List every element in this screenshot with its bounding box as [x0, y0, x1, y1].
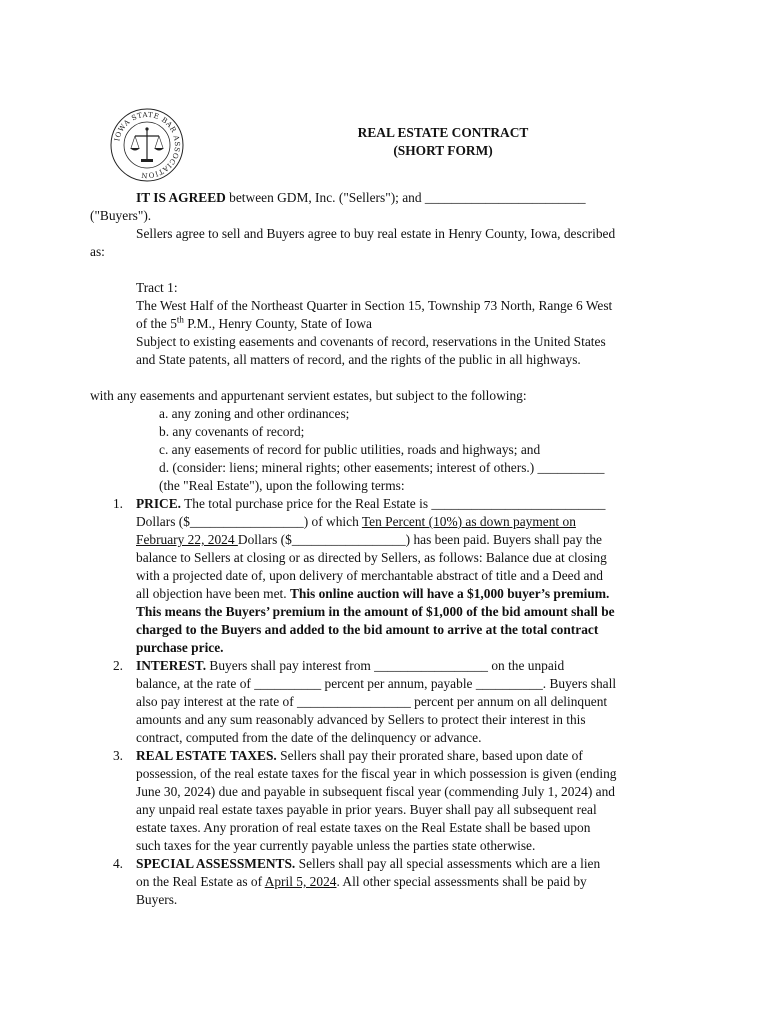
price-text-1: The total purchase price for the Real Estate is __________________________	[181, 496, 606, 511]
taxes-line-2: possession, of the real estate taxes for the fiscal year in which possession is given (ending	[136, 766, 617, 781]
interest-line-5: contract, computed from the date of the delinquency or advance.	[136, 730, 482, 745]
tract-line-2a: of the 5	[136, 316, 177, 331]
price-line-4: balance to Sellers at closing or as directed by Sellers, as follows: Balance due at closing	[136, 550, 607, 565]
assessments-text-1: Sellers shall pay all special assessments which are a lien	[295, 856, 601, 871]
condition-item-b: b. any covenants of record;	[159, 424, 305, 439]
price-line-8: charged to the Buyers and added to the bid amount to arrive at the total contract	[136, 622, 599, 637]
tract-line-4: and State patents, all matters of record, and the rights of the public in all highways.	[136, 352, 581, 367]
price-line-7: This means the Buyers’ premium in the amount of $1,000 of the bid amount shall be	[136, 604, 615, 619]
taxes-line-4: any unpaid real estate taxes payable in prior years. Buyer shall pay all subsequent real	[136, 802, 597, 817]
price-line-5: with a projected date of, upon delivery of merchantable abstract of title and a Deed and	[136, 568, 603, 583]
interest-line-4: amounts and any sum reasonably advanced by Sellers to protect their interest in this	[136, 712, 586, 727]
interest-line-2: balance, at the rate of __________ percent per annum, payable __________. Buyers shall	[136, 676, 617, 691]
conditions-closing: (the "Real Estate"), upon the following terms:	[159, 478, 405, 493]
agree-line-2: as:	[90, 244, 105, 259]
tract-line-2b: P.M., Henry County, State of Iowa	[183, 316, 372, 331]
price-line-6	[136, 585, 609, 603]
taxes-line-6: such taxes for the year currently payable unless the parties state otherwise.	[136, 838, 536, 853]
taxes-line-3: June 30, 2024) due and payable in subsequent fiscal year (commending July 1, 2024) and	[136, 784, 615, 799]
tract-heading: Tract 1:	[136, 280, 178, 295]
price-line-3	[136, 531, 602, 549]
price-line-2	[136, 513, 576, 531]
condition-item-a: a. any zoning and other ordinances;	[159, 406, 350, 421]
taxes-heading: REAL ESTATE TAXES.	[136, 748, 277, 763]
assessments-line-1	[136, 855, 600, 873]
price-text-2a: Dollars ($_________________) of which	[136, 514, 362, 529]
price-line-1	[136, 495, 605, 513]
agree-line-1: Sellers agree to sell and Buyers agree to buy real estate in Henry County, Iowa, described	[136, 226, 616, 241]
intro-line	[136, 189, 586, 207]
buyers-label: ("Buyers").	[90, 208, 152, 223]
taxes-line-5: estate taxes. Any proration of real estate taxes on the Real Estate shall be based upon	[136, 820, 591, 835]
taxes-text-1: Sellers shall pay their prorated share, based upon date of	[276, 748, 583, 763]
interest-text-1: Buyers shall pay interest from _________________ on the unpaid	[206, 658, 565, 673]
section-number-taxes: 3.	[112, 748, 123, 763]
document-subtitle: (SHORT FORM)	[393, 143, 493, 158]
assessments-text-2b: . All other special assessments shall be paid by	[336, 874, 587, 889]
agreed-heading: IT IS AGREED	[136, 190, 226, 205]
price-heading: PRICE.	[136, 496, 182, 511]
interest-line-3: also pay interest at the rate of _________________ percent per annum on all delinquent	[136, 694, 608, 709]
interest-line-1	[136, 657, 564, 675]
condition-item-d: d. (consider: liens; mineral rights; other easements; interest of others.) __________	[159, 460, 605, 475]
document-title: REAL ESTATE CONTRACT	[357, 125, 529, 140]
tract-line-1: The West Half of the Northeast Quarter in Section 15, Township 73 North, Range 6 West	[136, 298, 613, 313]
price-line-9: purchase price.	[136, 640, 224, 655]
assessments-date: April 5, 2024	[264, 874, 337, 889]
assessments-heading: SPECIAL ASSESSMENTS.	[136, 856, 296, 871]
assessments-line-2	[136, 873, 587, 891]
section-number-price: 1.	[112, 496, 123, 511]
seal-text: IOWA STATE BAR ASSOCIATION	[113, 110, 182, 180]
parties-text: between GDM, Inc. ("Sellers"); and ________________________	[225, 190, 586, 205]
price-text-6a: all objection have been met.	[136, 586, 290, 601]
interest-heading: INTEREST.	[136, 658, 207, 673]
assessments-text-2a: on the Real Estate as of	[136, 874, 265, 889]
section-number-assessments: 4.	[112, 856, 123, 871]
tract-line-3: Subject to existing easements and covenants of record, reservations in the United States	[136, 334, 606, 349]
taxes-line-1	[136, 747, 583, 765]
down-payment-text: Ten Percent (10%) as down payment on	[361, 514, 576, 529]
assessments-line-3: Buyers.	[136, 892, 178, 907]
conditions-intro: with any easements and appurtenant servient estates, but subject to the following:	[90, 388, 527, 403]
tract-superscript: th	[176, 314, 184, 325]
buyers-premium-text: This online auction will have a $1,000 buyer’s premium.	[289, 586, 610, 601]
condition-item-c: c. any easements of record for public utilities, roads and highways; and	[159, 442, 541, 457]
price-text-3b: Dollars ($_________________) has been paid. Buyers shall pay the	[237, 532, 602, 547]
section-number-interest: 2.	[112, 658, 123, 673]
down-payment-date: February 22, 2024	[136, 532, 238, 547]
tract-line-2	[136, 315, 372, 333]
